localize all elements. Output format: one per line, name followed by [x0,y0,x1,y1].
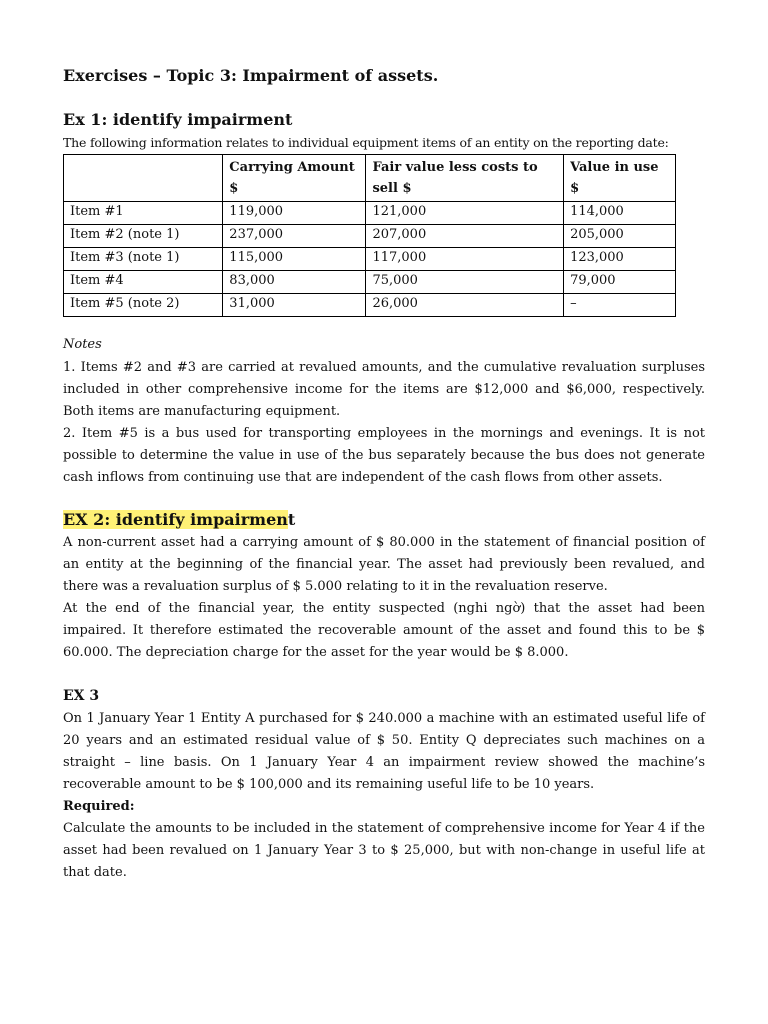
table-cell: 117,000 [366,248,564,271]
page-title: Exercises – Topic 3: Impairment of assets. [63,66,439,85]
table-cell: 119,000 [223,202,366,225]
ex2-heading-tail: t [287,510,296,529]
ex2-paragraph-1: A non-current asset had a carrying amount of $ 80.000 in the statement of financial position of an entity at the beginning of the financial year. The asset had previously been revalued, and there was a revaluation surplus of $ 5.000 relating to it in the revaluation reserve. [63,535,705,594]
table-cell: Item #1 [64,202,223,225]
table-row [64,248,676,271]
table-cell: Item #3 (note 1) [64,248,223,271]
table-cell: 79,000 [564,271,676,294]
table-cell: 237,000 [223,225,366,248]
ex2-paragraph-2: At the end of the financial year, the entity suspected (nghi ngờ) that the asset had been impaired. It therefore estimated the recoverable amount of the asset and found this to be $ 60.000. The depreciation charge for the asset for the year would be $ 8.000. [63,601,705,660]
table-row [64,225,676,248]
table-cell: 75,000 [366,271,564,294]
table-header-cell: Value in use $ [564,155,676,202]
ex2-heading [63,510,705,529]
notes-title: Notes [63,337,102,352]
ex3-paragraph-2: Calculate the amounts to be included in the statement of comprehensive income for Year 4 if the asset had been revalued on 1 January Year 3 to $ 25,000, but with non-change in useful life at that date. [63,821,705,880]
table-cell: 205,000 [564,225,676,248]
table-cell: – [564,294,676,317]
table-header-cell: Fair value less costs to sell $ [366,155,564,202]
table-cell: Item #2 (note 1) [64,225,223,248]
table-cell: 207,000 [366,225,564,248]
note-1: 1. Items #2 and #3 are carried at revalued amounts, and the cumulative revaluation surpluses included in other comprehensive income for the items are $12,000 and $6,000, respectively. Both items are manufacturing equipment. [63,360,705,419]
equipment-table [63,154,676,317]
note-2: 2. Item #5 is a bus used for transporting employees in the mornings and evenings. It is not possible to determine the value in use of the bus separately because the bus does not generate cash inflows from continuing use that are independent of the cash flows from other assets. [63,426,705,485]
table-header-cell [64,155,223,202]
table-header-cell: Carrying Amount $ [223,155,366,202]
table-cell: 115,000 [223,248,366,271]
ex3-paragraph-1: On 1 January Year 1 Entity A purchased for $ 240.000 a machine with an estimated useful life of 20 years and an estimated residual value of $ 50. Entity Q depreciates such machines on a straight – line basis. On 1 January Year 4 an impairment review showed the machine’s recoverable amount to be $ 100,000 and its remaining useful life to be 10 years. [63,711,705,792]
table-cell: 123,000 [564,248,676,271]
ex3-required-label: Required: [63,799,135,814]
table-cell: 26,000 [366,294,564,317]
table-cell: 114,000 [564,202,676,225]
table-row [64,294,676,317]
table-cell: 31,000 [223,294,366,317]
table-cell: 121,000 [366,202,564,225]
ex1-heading: Ex 1: identify impairment [63,110,293,129]
table-cell: Item #4 [64,271,223,294]
ex3-heading: EX 3 [63,688,100,704]
table-row [64,271,676,294]
table-row [64,202,676,225]
table-cell: 83,000 [223,271,366,294]
ex1-intro: The following information relates to individual equipment items of an entity on the reporting date: [63,135,669,150]
table-header-row [64,155,676,202]
table-cell: Item #5 (note 2) [64,294,223,317]
ex2-heading-highlight: EX 2: identify impairmen [63,510,288,529]
